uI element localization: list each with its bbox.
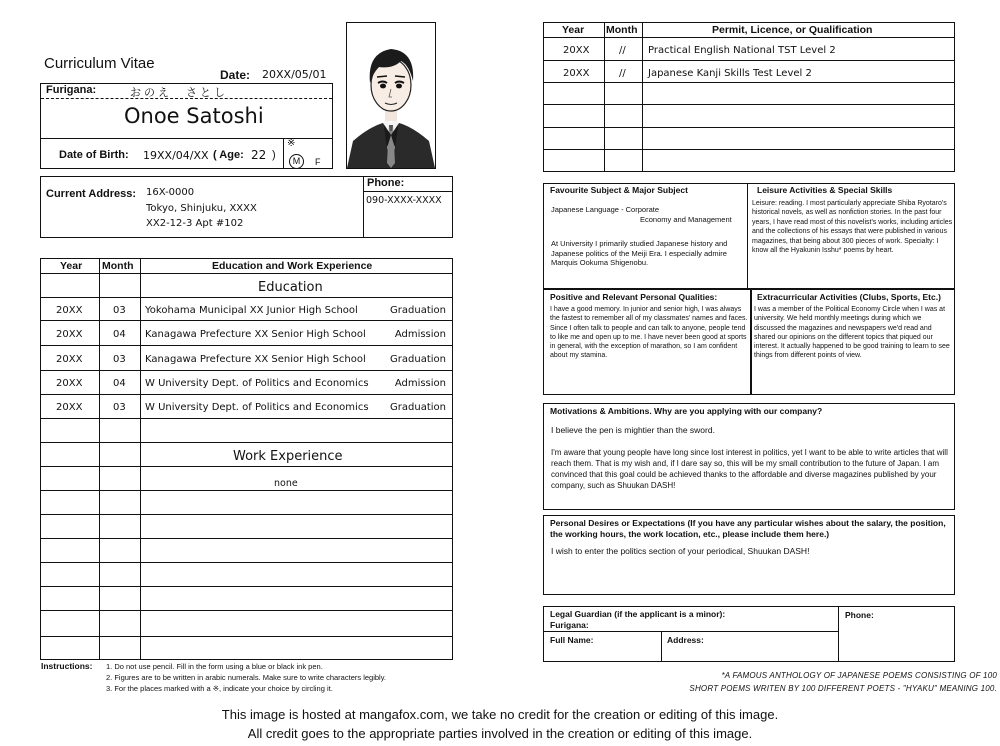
favourite-body: At University I primarily studied Japanese history and Japanese politics of the Meiji Era. I especially admire Marquis Ookuma Shigenobu.	[551, 239, 728, 268]
guardian-phone-label: Phone:	[845, 610, 874, 620]
table-rule	[41, 418, 452, 419]
table-rule	[41, 370, 452, 371]
work-value: none	[274, 478, 298, 489]
favourite-line2: Economy and Management	[640, 215, 732, 224]
table-rule	[41, 442, 452, 443]
instruction-1: 1. Do not use pencil. Fill in the form using a blue or black ink pen.	[106, 662, 323, 671]
table-rule	[41, 562, 452, 563]
motivations-label: Motivations & Ambitions. Why are you applying with our company?	[550, 406, 823, 416]
footnote-line-2: SHORT POEMS WRITEN BY 100 DIFFERENT POETS - "HYAKU" MEANING 100.	[689, 684, 997, 693]
portrait-image	[347, 23, 435, 168]
leisure-label: Leisure Activities & Special Skills	[757, 185, 893, 195]
qualities-body: I have a good memory. In junior and senior high, I was always the fastest to remember all of my classmates' names and faces. Since I often talk to people and can talk to anyone, people tend to like me and open up to me. I have never been good at sports in general, with the exception of marathon, so I am confident about my stamina.	[550, 306, 748, 360]
permit-row-1-month: //	[619, 45, 626, 56]
phone-label: Phone:	[367, 177, 405, 189]
furigana-label: Furigana:	[46, 84, 97, 96]
permit-header-year: Year	[562, 24, 585, 36]
gender-m: M	[292, 156, 301, 166]
edu-row-desc: W University Dept. of Politics and Economics	[145, 402, 369, 413]
guardian-furigana-label: Furigana:	[550, 620, 589, 630]
gender-m-circled[interactable]	[289, 154, 304, 169]
edu-row-year: 20XX	[56, 354, 83, 365]
date-label: Date:	[220, 68, 251, 82]
guardian-address-label: Address:	[667, 635, 704, 645]
edu-row-desc: Kanagawa Prefecture XX Senior High School	[145, 354, 366, 365]
table-rule	[41, 610, 452, 611]
credit-line-2: All credit goes to the appropriate parties involved in the creation or editing of this image.	[247, 726, 753, 741]
permit-row-2-desc: Japanese Kanji Skills Test Level 2	[648, 68, 812, 79]
edu-row-status: Graduation	[390, 402, 446, 413]
instruction-2: 2. Figures are to be written in arabic numerals. Make sure to write characters legibly.	[106, 673, 386, 682]
permit-row-1-desc: Practical English National TST Level 2	[648, 45, 836, 56]
extracurricular-label: Extracurricular Activities (Clubs, Sports, Etc.)	[757, 292, 941, 302]
age-label: ( Age:	[213, 149, 244, 161]
table-rule	[41, 466, 452, 467]
edu-row-status: Graduation	[390, 354, 446, 365]
work-heading: Work Experience	[233, 449, 343, 464]
gender-f[interactable]: F	[315, 157, 321, 167]
dob-value: 19XX/04/XX	[143, 149, 209, 162]
furigana-value: おのえ さとし	[130, 87, 228, 99]
footnote-line-1: *A FAMOUS ANTHOLOGY OF JAPANESE POEMS CONSISTING OF 100	[721, 671, 997, 680]
permit-row-1-year: 20XX	[563, 45, 590, 56]
edu-row-year: 20XX	[56, 378, 83, 389]
address-line-2: Tokyo, Shinjuku, XXXX	[146, 203, 257, 214]
permit-row-2-year: 20XX	[563, 68, 590, 79]
table-rule	[41, 394, 452, 395]
table-rule	[41, 320, 452, 321]
edu-header-year: Year	[60, 260, 83, 272]
dob-label: Date of Birth:	[59, 149, 129, 161]
table-rule	[41, 514, 452, 515]
credit-line-1: This image is hosted at mangafox.com, we take no credit for the creation or editing of this image.	[221, 707, 779, 722]
address-line-1: 16X-0000	[146, 187, 195, 198]
age-value: 22	[251, 148, 267, 162]
edu-row-status: Admission	[394, 329, 446, 340]
guardian-label: Legal Guardian (if the applicant is a minor):	[550, 609, 726, 619]
address-label: Current Address:	[46, 188, 137, 200]
edu-row-month: 04	[113, 329, 126, 340]
permit-row-2-month: //	[619, 68, 626, 79]
permit-header-content: Permit, Licence, or Qualification	[712, 24, 873, 36]
table-rule	[41, 636, 452, 637]
table-rule	[41, 345, 452, 346]
edu-row-desc: Yokohama Municipal XX Junior High School	[145, 305, 358, 316]
edu-row-status: Graduation	[390, 305, 446, 316]
qualities-label: Positive and Relevant Personal Qualities:	[550, 292, 718, 302]
address-line-3: XX2-12-3 Apt #102	[146, 218, 244, 229]
extracurricular-body: I was a member of the Political Economy Circle when I was at university. We held monthly meetings during which we discussed the magazines and newspapers we'd read and shared our opinions on the different topics that piqued our interest. It actually happened to be good training to learn to see things from different points of view.	[754, 306, 950, 360]
favourite-label: Favourite Subject & Major Subject	[550, 185, 688, 195]
leisure-body: Leisure: reading. I most particularly appreciate Shiba Ryotaro's historical novels, as well as nonfiction stories. In the past four years, I have read most of this novelist's works, including articles and the collections of his essays that were published in various magazines, that being about 300 pieces of work. Specialty: I know all the Hyakunin Isshu* poems by heart.	[752, 200, 953, 255]
edu-row-year: 20XX	[56, 402, 83, 413]
edu-row-year: 20XX	[56, 329, 83, 340]
guardian-fullname-label: Full Name:	[550, 635, 594, 645]
edu-row-month: 03	[113, 305, 126, 316]
edu-row-desc: Kanagawa Prefecture XX Senior High School	[145, 329, 366, 340]
education-heading: Education	[258, 280, 323, 295]
edu-row-desc: W University Dept. of Politics and Economics	[145, 378, 369, 389]
age-close: )	[272, 149, 276, 161]
motivations-p1: I believe the pen is mightier than the sword.	[551, 425, 715, 435]
edu-row-month: 03	[113, 402, 126, 413]
instruction-3: 3. For the places marked with a ※, indicate your choice by circling it.	[106, 684, 333, 693]
edu-row-status: Admission	[394, 378, 446, 389]
edu-row-year: 20XX	[56, 305, 83, 316]
table-rule	[41, 586, 452, 587]
table-rule	[41, 490, 452, 491]
edu-header-content: Education and Work Experience	[212, 260, 373, 272]
table-rule	[41, 297, 452, 298]
desires-body: I wish to enter the politics section of your periodical, Shuukan DASH!	[551, 546, 810, 556]
phone-value: 090-XXXX-XXXX	[366, 195, 442, 206]
motivations-p2: I'm aware that young people have long since lost interest in politics, yet I want to be able to write articles that will reach them. That is my wish and, if I dare say so, this will be my small contribution to the future of Japan. I am convinced that this goal could be achieved thanks to the affordable and diverse magazines published by your company, such as Shuukan DASH!	[551, 448, 948, 490]
gender-mark: ※	[287, 138, 296, 149]
desires-label: Personal Desires or Expectations (If you have any particular wishes about the salary, the position, the working hours, the work location, etc., please include them here.)	[550, 518, 946, 539]
date-value: 20XX/05/01	[262, 68, 327, 81]
cv-title: Curriculum Vitae	[44, 55, 155, 72]
edu-header-month: Month	[102, 260, 134, 272]
full-name: Onoe Satoshi	[124, 104, 264, 128]
instructions-label: Instructions:	[41, 661, 93, 671]
table-rule	[41, 538, 452, 539]
permit-header-month: Month	[606, 24, 638, 36]
edu-row-month: 03	[113, 354, 126, 365]
edu-row-month: 04	[113, 378, 126, 389]
favourite-line1: Japanese Language - Corporate	[551, 205, 659, 214]
photo-frame	[346, 22, 436, 169]
